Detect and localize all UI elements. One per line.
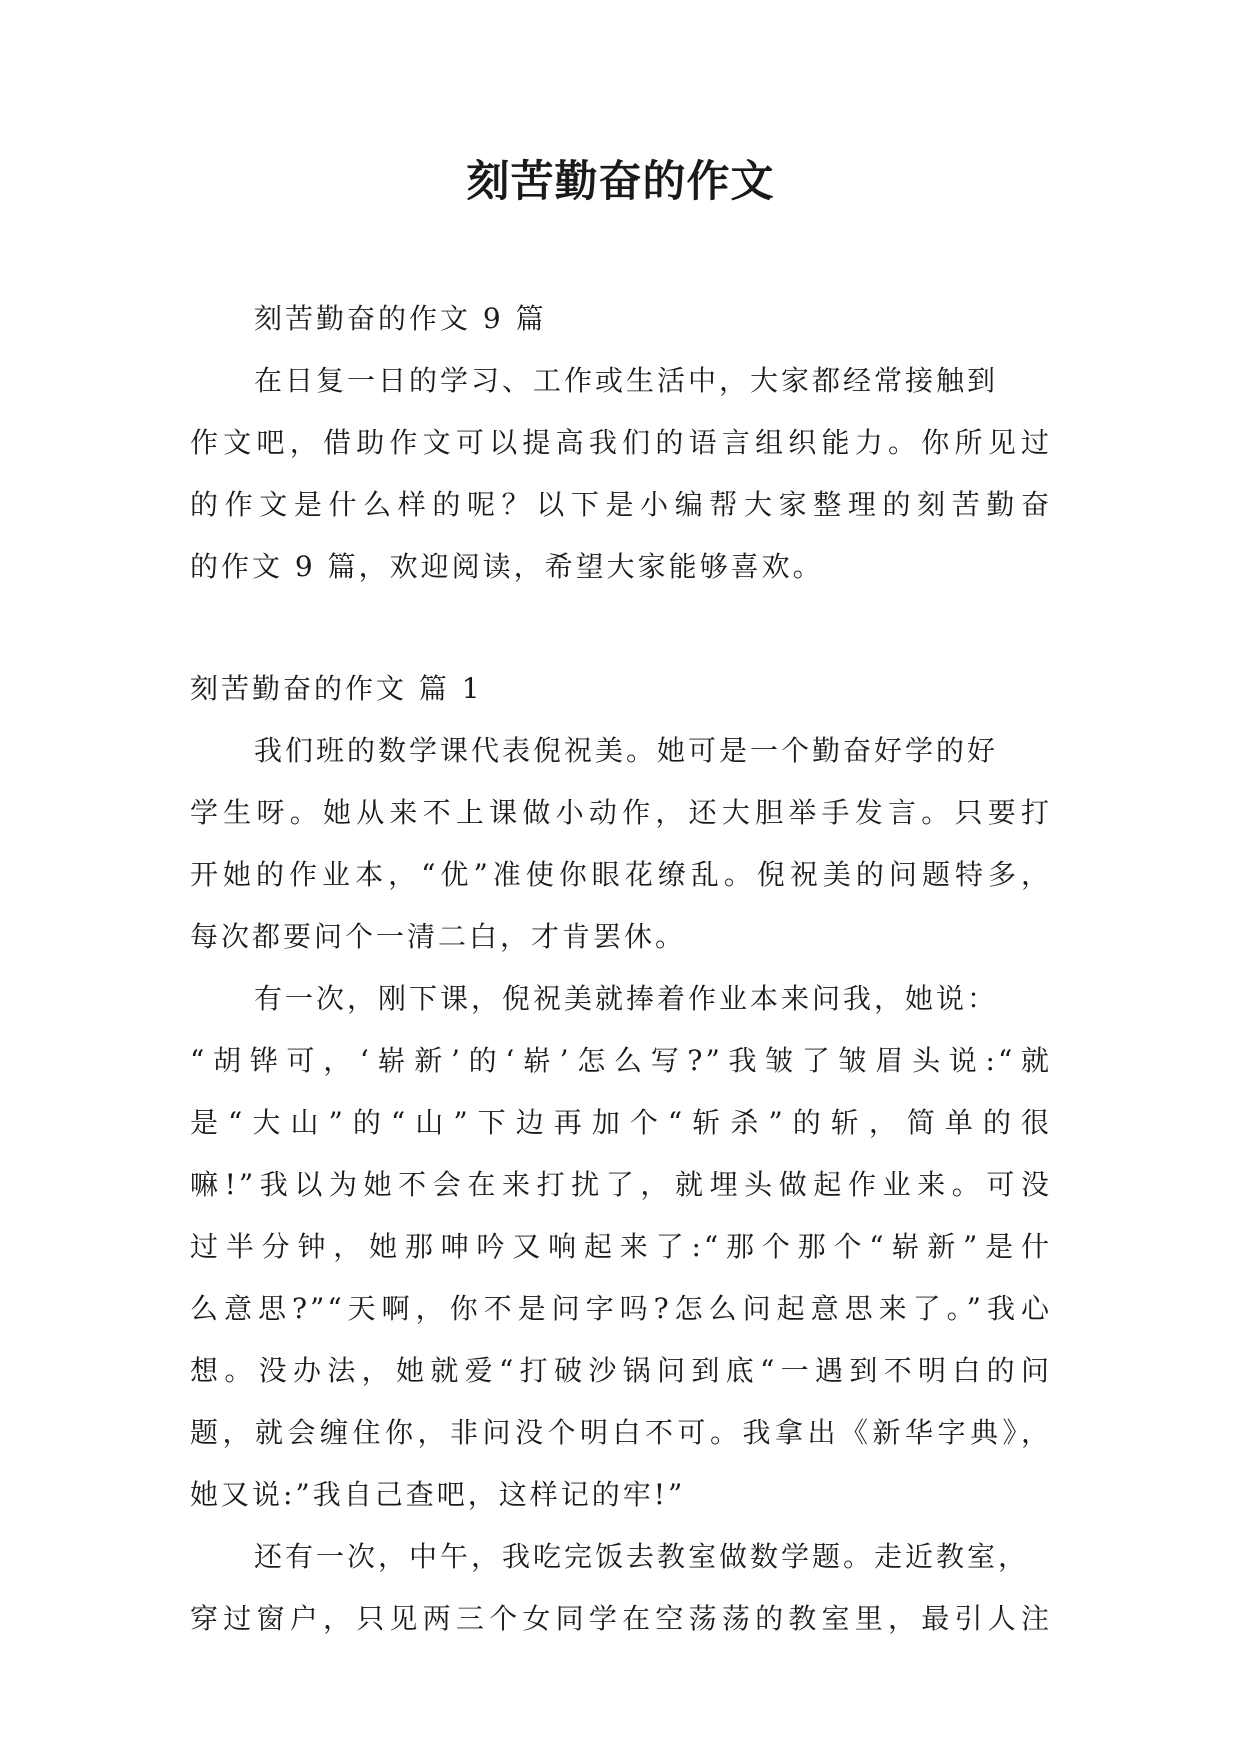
paragraph-2 bbox=[190, 968, 1052, 1526]
paragraph-3 bbox=[190, 1526, 1052, 1650]
paragraph-line: 想。没办法，她就爱“打破沙锅问到底“一遇到不明白的问 bbox=[190, 1354, 1052, 1387]
paragraph-line: 么意思?”“天啊，你不是问字吗?怎么问起意思来了。”我心 bbox=[190, 1292, 1052, 1325]
paragraph-line: 的作文是什么样的呢？以下是小编帮大家整理的刻苦勤奋 bbox=[190, 488, 1052, 521]
paragraph-line: 在日复一日的学习、工作或生活中，大家都经常接触到 bbox=[254, 364, 999, 397]
intro-heading: 刻苦勤奋的作文 9 篇 bbox=[254, 302, 547, 335]
paragraph-1 bbox=[190, 720, 1052, 968]
paragraph-line: 题，就会缠住你，非问没个明白不可。我拿出《新华字典》， bbox=[190, 1416, 1052, 1449]
paragraph-line: “胡铧可，‘崭新’的‘崭’怎么写?”我皱了皱眉头说:“就 bbox=[190, 1044, 1052, 1077]
paragraph-line: 学生呀。她从来不上课做小动作，还大胆举手发言。只要打 bbox=[190, 796, 1052, 829]
document-body bbox=[190, 288, 1052, 1650]
section-heading: 刻苦勤奋的作文 篇 1 bbox=[190, 672, 483, 705]
paragraph-line: 的作文 9 篇，欢迎阅读，希望大家能够喜欢。 bbox=[190, 550, 824, 583]
paragraph-line: 还有一次，中午，我吃完饭去教室做数学题。走近教室， bbox=[254, 1540, 1030, 1573]
paragraph-line: 过半分钟，她那呻吟又响起来了:“那个那个“崭新”是什 bbox=[190, 1230, 1052, 1263]
paragraph-line: 每次都要问个一清二白，才肯罢休。 bbox=[190, 920, 687, 953]
paragraph-line: 穿过窗户，只见两三个女同学在空荡荡的教室里，最引人注 bbox=[190, 1602, 1052, 1635]
paragraph-line: 开她的作业本，“优”准使你眼花缭乱。倪祝美的问题特多， bbox=[190, 858, 1052, 891]
paragraph-line: 有一次，刚下课，倪祝美就捧着作业本来问我，她说： bbox=[254, 982, 999, 1015]
paragraph-gap bbox=[190, 598, 1052, 658]
paragraph-line: 她又说:”我自己查吧，这样记的牢!” bbox=[190, 1478, 686, 1511]
paragraph-line: 是“大山”的“山”下边再加个“斩杀”的斩，简单的很 bbox=[190, 1106, 1052, 1139]
paragraph-line: 作文吧，借助作文可以提高我们的语言组织能力。你所见过 bbox=[190, 426, 1052, 459]
paragraph-line: 嘛!”我以为她不会在来打扰了，就埋头做起作业来。可没 bbox=[190, 1168, 1052, 1201]
page-title: 刻苦勤奋的作文 bbox=[466, 157, 775, 207]
paragraph-line: 我们班的数学课代表倪祝美。她可是一个勤奋好学的好 bbox=[254, 734, 999, 767]
intro-paragraph bbox=[190, 350, 1052, 598]
